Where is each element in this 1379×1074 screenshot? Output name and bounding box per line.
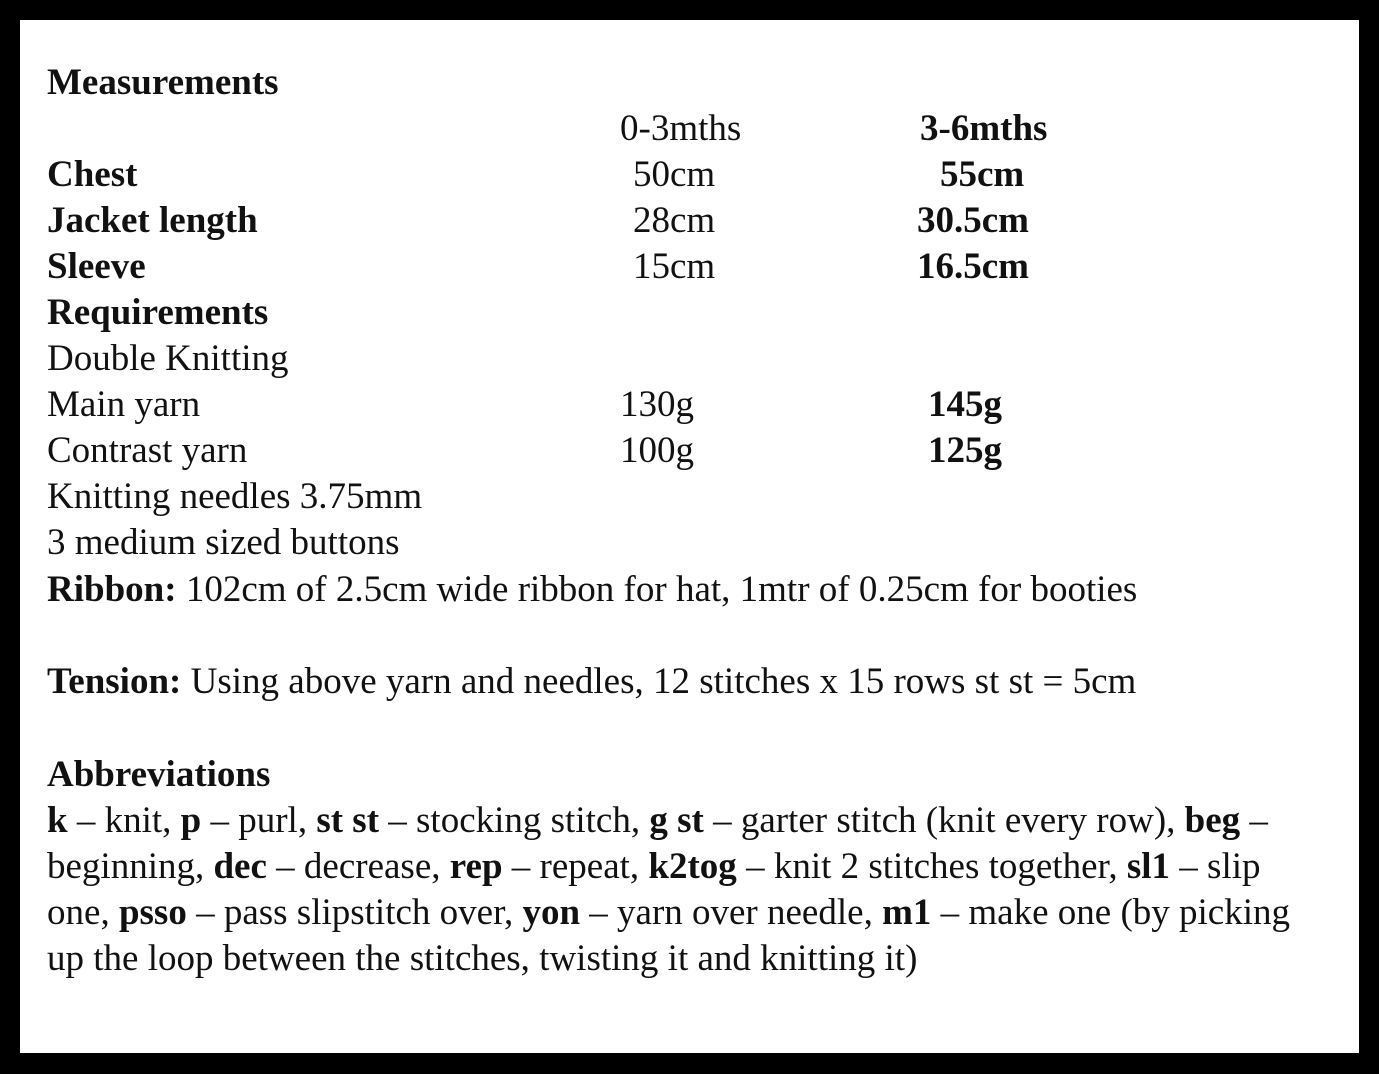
tension-text: Using above yarn and needles, 12 stitches x 15 rows st st = 5cm	[190, 661, 1137, 702]
measurements-heading: Measurements	[47, 62, 279, 103]
requirement-label: Contrast yarn	[47, 430, 248, 471]
tension-label: Tension:	[47, 661, 182, 702]
abbreviations-heading: Abbreviations	[47, 754, 271, 795]
ribbon-paragraph	[47, 567, 1317, 613]
requirements-heading: Requirements	[47, 292, 269, 333]
abbr-meaning: stocking stitch	[416, 800, 631, 841]
abbreviations-list: k – knit, p – purl, st st – stocking stitch, g st – garter stitch (knit every row), beg – beginning, dec – decrease, rep – repeat, k2tog – knit 2 stitches together, sl1 – slip one, psso – pass slipstitch over, yon – yarn over needle, m1 – make one (by picking up the loop between the stitches, twisting it and knitting it)	[47, 800, 1290, 979]
requirement-value-size-1: 100g	[620, 430, 694, 471]
requirement-value-size-1: 130g	[620, 384, 694, 425]
abbr-term: st st	[316, 800, 380, 841]
measurement-label: Chest	[47, 154, 138, 195]
buttons-requirement: 3 medium sized buttons	[47, 522, 400, 563]
abbr-term: k	[47, 800, 68, 841]
requirement-label: Main yarn	[47, 384, 201, 425]
document-page	[20, 20, 1359, 1053]
needles-requirement: Knitting needles 3.75mm	[47, 476, 423, 517]
ribbon-label: Ribbon:	[47, 569, 177, 610]
abbr-term: rep	[449, 846, 503, 887]
abbr-term: beg	[1184, 800, 1241, 841]
abbr-term: p	[180, 800, 202, 841]
abbr-term: sl1	[1126, 846, 1171, 887]
ribbon-text: 102cm of 2.5cm wide ribbon for hat, 1mtr of 0.25cm for booties	[185, 569, 1138, 610]
measurement-value-size-1: 50cm	[633, 154, 716, 195]
abbr-term: yon	[522, 892, 581, 933]
measurement-label: Jacket length	[47, 200, 258, 241]
col-header-size-2: 3-6mths	[920, 108, 1048, 149]
yarn-type: Double Knitting	[47, 338, 289, 379]
abbr-meaning: make one (by picking up the loop between the stitches, twisting it and knitting it)	[47, 892, 1290, 979]
tension-paragraph	[47, 659, 1317, 705]
abbr-meaning: repeat	[539, 846, 630, 887]
abbr-term: dec	[213, 846, 267, 887]
col-header-size-1: 0-3mths	[620, 108, 742, 149]
abbr-meaning: slip one	[47, 846, 1261, 933]
abbr-meaning: purl	[238, 800, 298, 841]
measurement-value-size-1: 28cm	[633, 200, 716, 241]
abbr-meaning: yarn over needle	[617, 892, 864, 933]
abbr-meaning: pass slipstitch over	[223, 892, 504, 933]
abbr-meaning: garter stitch (knit every row)	[740, 800, 1167, 841]
abbr-meaning: knit	[104, 800, 163, 841]
measurement-value-size-1: 15cm	[633, 246, 716, 287]
abbr-meaning: decrease	[303, 846, 432, 887]
measurement-value-size-2: 55cm	[940, 154, 1025, 195]
abbr-term: k2tog	[648, 846, 737, 887]
measurement-value-size-2: 16.5cm	[917, 246, 1029, 287]
measurement-value-size-2: 30.5cm	[917, 200, 1029, 241]
abbr-meaning: knit 2 stitches together	[773, 846, 1109, 887]
abbr-term: psso	[118, 892, 187, 933]
abbr-term: m1	[882, 892, 932, 933]
measurement-label: Sleeve	[47, 246, 146, 287]
requirement-value-size-2: 145g	[928, 384, 1002, 425]
abbr-term: g st	[649, 800, 704, 841]
requirement-value-size-2: 125g	[928, 430, 1002, 471]
abbr-meaning: beginning	[47, 846, 195, 887]
